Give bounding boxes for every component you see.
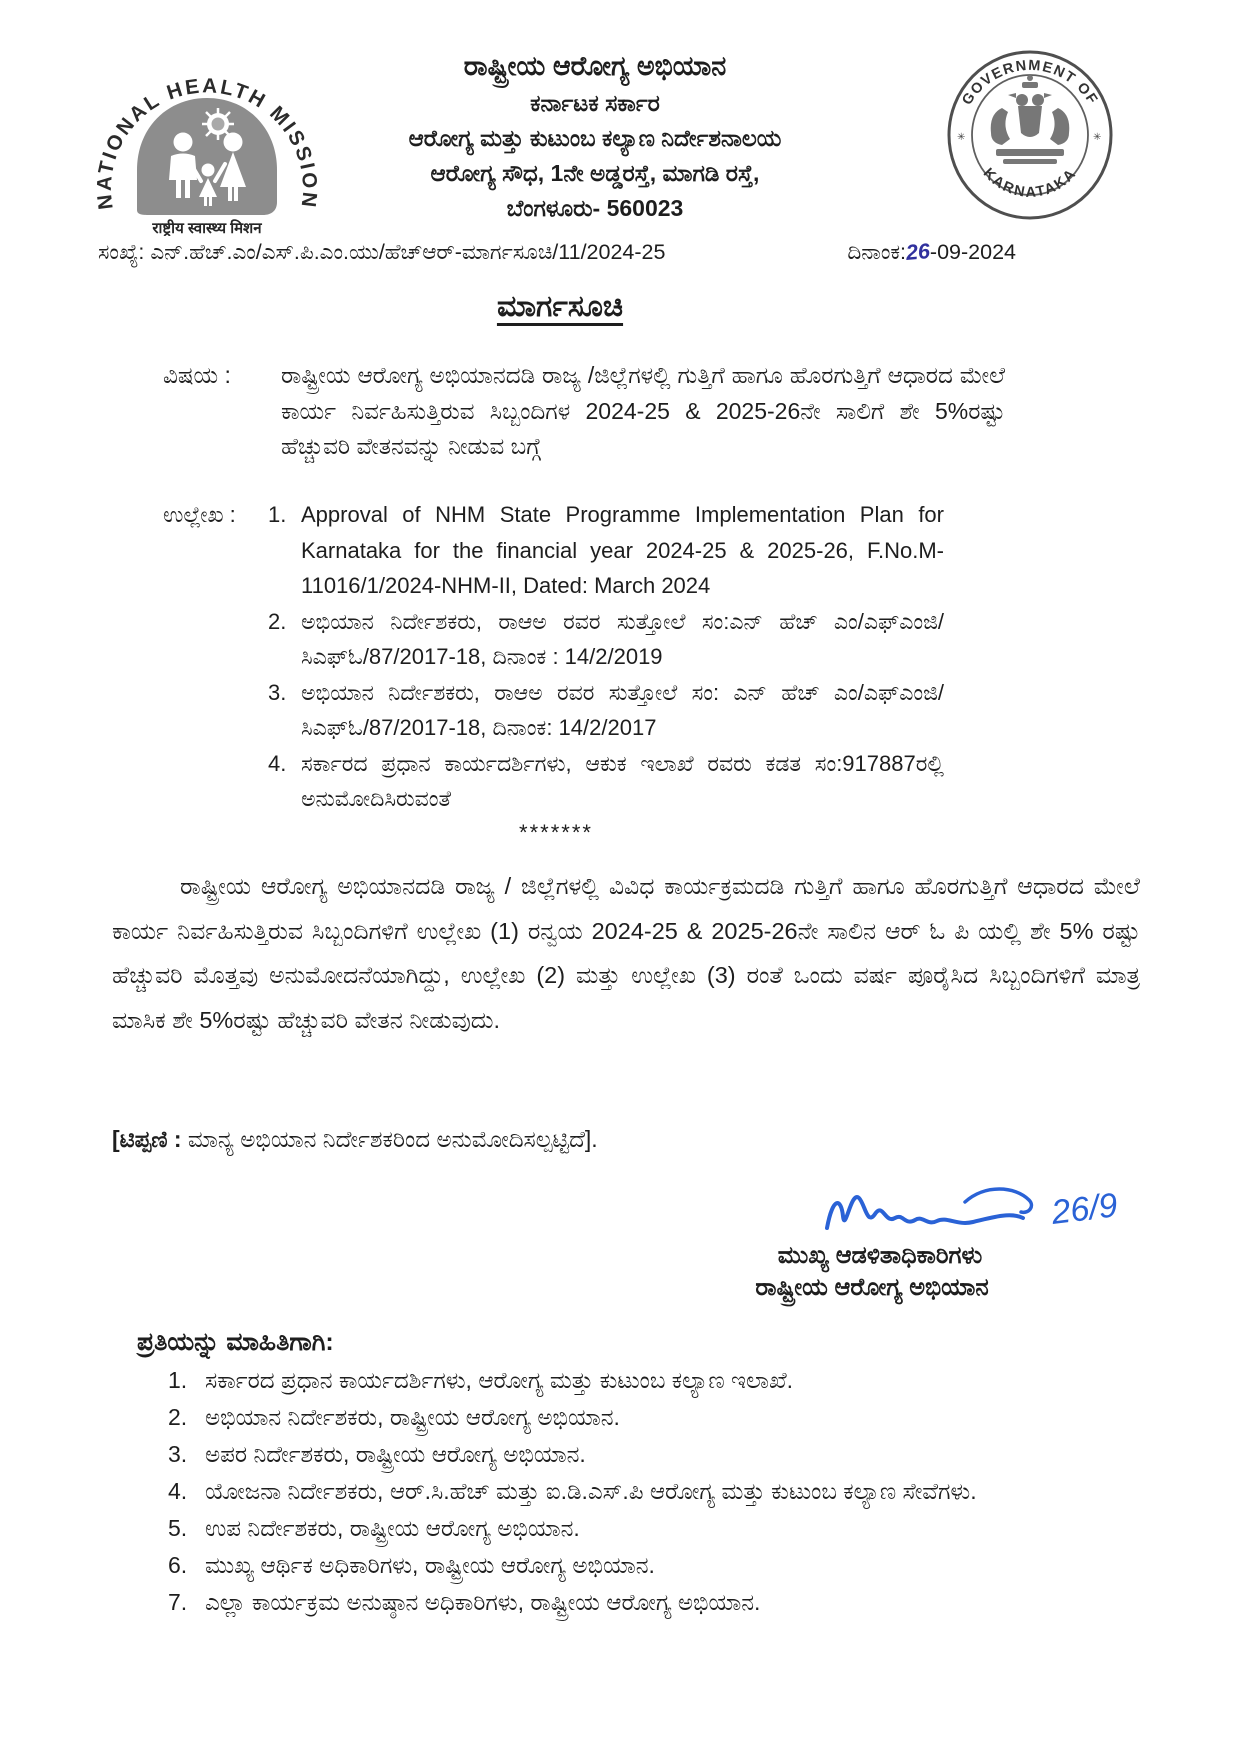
signature-stroke	[827, 1197, 1023, 1228]
reference-item-text: ಸರ್ಕಾರದ ಪ್ರಧಾನ ಕಾರ್ಯದರ್ಶಿಗಳು, ಆಕುಕ ಇಲಾಖೆ ರವರು ಕಡತ ಸಂ:917887ರಲ್ಲಿ ಅನುಮೋದಿಸಿರುವಂತೆ	[301, 750, 944, 811]
nhm-logo	[86, 38, 328, 236]
copy-item-text: ಸರ್ಕಾರದ ಪ್ರಧಾನ ಕಾರ್ಯದರ್ಶಿಗಳು, ಆರೋಗ್ಯ ಮತ್ತು ಕುಟುಂಬ ಕಲ್ಯಾಣ ಇಲಾಖೆ.	[205, 1367, 794, 1393]
copy-item-text: ಎಲ್ಲಾ ಕಾರ್ಯಕ್ರಮ ಅನುಷ್ಠಾನ ಅಧಿಕಾರಿಗಳು, ರಾಷ್ಟ್ರೀಯ ಆರೋಗ್ಯ ಅಭಿಯಾನ.	[205, 1589, 761, 1615]
seal-arc-top-text: GOVERNMENT OF	[959, 57, 1101, 109]
copy-list-item	[168, 1362, 1108, 1399]
reference-item-text: ಅಭಿಯಾನ ನಿರ್ದೇಶಕರು, ರಾಆಅ ರವರ ಸುತ್ತೋಲೆ ಸಂ: ಎನ್ ಹೆಚ್ ಎಂ/ಎಫ್‌ಎಂಜಿ/ಸಿಎಫ್‌ಓ/87/2017-18, ದಿನಾಂಕ: 14/2/2017	[301, 679, 944, 740]
nhm-caption: राष्ट्रीय स्वास्थ्य मिशन	[152, 220, 262, 236]
copy-item-text: ಉಪ ನಿರ್ದೇಶಕರು, ರಾಷ್ಟ್ರೀಯ ಆರೋಗ್ಯ ಅಭಿಯಾನ.	[205, 1515, 580, 1541]
reference-item	[268, 746, 944, 817]
date-label: ದಿನಾಂಕ:	[847, 240, 906, 264]
reference-item-number: 2.	[268, 608, 287, 634]
copy-item-text: ಅಪರ ನಿರ್ದೇಶಕರು, ರಾಷ್ಟ್ರೀಯ ಆರೋಗ್ಯ ಅಭಿಯಾನ.	[205, 1441, 586, 1467]
karnataka-seal	[944, 48, 1116, 222]
copy-list-item	[168, 1510, 1108, 1547]
copy-item-text: ಯೋಜನಾ ನಿರ್ದೇಶಕರು, ಆರ್.ಸಿ.ಹೆಚ್ ಮತ್ತು ಐ.ಡಿ.ಎಸ್.ಪಿ ಆರೋಗ್ಯ ಮತ್ತು ಕುಟುಂಬ ಕಲ್ಯಾಣ ಸೇವೆಗಳು.	[205, 1478, 977, 1504]
org-name: ರಾಷ್ಟ್ರೀಯ ಆರೋಗ್ಯ ಅಭಿಯಾನ	[463, 51, 727, 81]
subject-section	[163, 358, 1005, 465]
signature-flourish	[965, 1189, 1031, 1212]
references-label: ಉಲ್ಲೇಖ :	[163, 502, 236, 527]
document-title-text: ಮಾರ್ಗಸೂಚಿ	[496, 290, 624, 323]
gandaberunda-emblem-icon	[991, 75, 1070, 164]
copy-list-item	[168, 1436, 1108, 1473]
svg-text:KARNATAKA	[980, 165, 1080, 201]
seal-star-right: ✳	[1093, 132, 1102, 143]
reference-line	[98, 240, 1016, 265]
copy-item-number: 1.	[168, 1367, 188, 1393]
signatory-designation: ಮುಖ್ಯ ಆಡಳಿತಾಧಿಕಾರಿಗಳು	[777, 1242, 983, 1269]
signature-date: 26/9	[1049, 1186, 1120, 1232]
seal-arc-bottom-text: KARNATAKA	[979, 165, 1081, 201]
reference-item-text: Approval of NHM State Programme Implementation Plan for Karnataka for the financial year 2024-25 & 2025-26, F.No.M-11016/1/2024-NHM-II, Dated: March 2024	[301, 502, 944, 598]
copy-item-number: 5.	[168, 1515, 188, 1541]
copy-list	[168, 1362, 1108, 1621]
copy-list-heading: ಪ್ರತಿಯನ್ನು ಮಾಹಿತಿಗಾಗಿ:	[137, 1328, 334, 1356]
seal-star-left: ✳	[957, 132, 966, 143]
copy-item-text: ಅಭಿಯಾನ ನಿರ್ದೇಶಕರು, ರಾಷ್ಟ್ರೀಯ ಆರೋಗ್ಯ ಅಭಿಯಾನ.	[205, 1404, 620, 1430]
org-address: ಆರೋಗ್ಯ ಸೌಧ, 1ನೇ ಅಡ್ಡರಸ್ತೆ, ಮಾಗಡಿ ರಸ್ತೆ,	[430, 160, 760, 186]
reference-item	[268, 497, 944, 604]
reference-item-number: 3.	[268, 679, 287, 705]
subject-text: ರಾಷ್ಟ್ರೀಯ ಆರೋಗ್ಯ ಅಭಿಯಾನದಡಿ ರಾಜ್ಯ /ಜಿಲ್ಲೆಗಳಲ್ಲಿ ಗುತ್ತಿಗೆ ಹಾಗೂ ಹೊರಗುತ್ತಿಗೆ ಆಧಾರದ ಮೇಲೆ ಕಾರ್ಯ ನಿರ್ವಹಿಸುತ್ತಿರುವ ಸಿಬ್ಬಂದಿಗಳ 2024-25 & 2025-26ನೇ ಸಾಲಿಗೆ ಶೇ 5%ರಷ್ಟು ಹೆಚ್ಚುವರಿ ವೇತನವನ್ನು ನೀಡುವ ಬಗ್ಗೆ	[281, 362, 1005, 459]
nhm-arc-text: NATIONAL HEALTH MISSION	[92, 74, 322, 211]
org-government: ಕರ್ನಾಟಕ ಸರ್ಕಾರ	[530, 90, 660, 116]
signatory-organization: ರಾಷ್ಟ್ರೀಯ ಆರೋಗ್ಯ ಅಭಿಯಾನ	[755, 1274, 989, 1301]
copy-item-number: 4.	[168, 1478, 188, 1504]
subject-label: ವಿಷಯ :	[163, 362, 231, 388]
handwritten-date-day: 26	[904, 239, 931, 265]
copy-item-number: 6.	[168, 1552, 188, 1578]
reference-item-text: ಅಭಿಯಾನ ನಿರ್ದೇಶಕರು, ರಾಆಅ ರವರ ಸುತ್ತೋಲೆ ಸಂ:ಎನ್ ಹೆಚ್ ಎಂ/ಎಫ್‌ಎಂಜಿ/ಸಿಎಫ್‌ಓ/87/2017-18, ದಿನಾಂಕ : 14/2/2019	[301, 608, 944, 669]
body-paragraph: ರಾಷ್ಟ್ರೀಯ ಆರೋಗ್ಯ ಅಭಿಯಾನದಡಿ ರಾಜ್ಯ / ಜಿಲ್ಲೆಗಳಲ್ಲಿ ವಿವಿಧ ಕಾರ್ಯಕ್ರಮದಡಿ ಗುತ್ತಿಗೆ ಹಾಗೂ ಹೊರಗುತ್ತಿಗೆ ಆಧಾರದ ಮೇಲೆ ಕಾರ್ಯ ನಿರ್ವಹಿಸುತ್ತಿರುವ ಸಿಬ್ಬಂದಿಗಳಿಗೆ ಉಲ್ಲೇಖ (1) ರನ್ವಯ 2024-25 & 2025-26ನೇ ಸಾಲಿನ ಆರ್ ಓ ಪಿ ಯಲ್ಲಿ ಶೇ 5% ರಷ್ಟು ಹೆಚ್ಚುವರಿ ಮೊತ್ತವು ಅನುಮೋದನೆಯಾಗಿದ್ದು, ಉಲ್ಲೇಖ (2) ಮತ್ತು ಉಲ್ಲೇಖ (3) ರಂತೆ ಒಂದು ವರ್ಷ ಪೂರೈಸಿದ ಸಿಬ್ಬಂದಿಗಳಿಗೆ ಮಾತ್ರ ಮಾಸಿಕ ಶೇ 5%ರಷ್ಟು ಹೆಚ್ಚುವರಿ ವೇತನ ನೀಡುವುದು.	[112, 873, 1140, 1033]
date-printed: -09-2024	[929, 240, 1016, 264]
references-list	[268, 497, 944, 817]
date-field	[847, 240, 1016, 265]
copy-item-number: 3.	[168, 1441, 188, 1467]
reference-number: ಸಂಖ್ಯೆ: ಎನ್.ಹೆಚ್.ಎಂ/ಎಸ್.ಪಿ.ಎಂ.ಯು/ಹೆಚ್‌ಆರ್-ಮಾರ್ಗಸೂಚಿ/11/2024-25	[98, 240, 666, 264]
copy-item-text: ಮುಖ್ಯ ಆರ್ಥಿಕ ಅಧಿಕಾರಿಗಳು, ರಾಷ್ಟ್ರೀಯ ಆರೋಗ್ಯ ಅಭಿಯಾನ.	[205, 1552, 655, 1578]
references-section	[163, 497, 953, 817]
copy-list-item	[168, 1547, 1108, 1584]
note-label: [ಟಿಪ್ಪಣಿ :	[112, 1126, 182, 1152]
copy-list-item	[168, 1584, 1108, 1621]
copy-item-number: 2.	[168, 1404, 188, 1430]
reference-item-number: 4.	[268, 750, 287, 776]
copy-list-item	[168, 1399, 1108, 1436]
reference-item-number: 1.	[268, 502, 287, 527]
note-line	[112, 1126, 1112, 1153]
document-title	[0, 290, 1120, 324]
reference-item	[268, 604, 944, 675]
note-text: ಮಾನ್ಯ ಅಭಿಯಾನ ನಿರ್ದೇಶಕರಿಂದ ಅನುಮೋದಿಸಲ್ಪಟ್ಟಿದೆ].	[181, 1126, 598, 1152]
org-city-pin: ಬೆಂಗಳೂರು- 560023	[506, 195, 684, 221]
copy-list-item	[168, 1473, 1108, 1510]
org-directorate: ಆರೋಗ್ಯ ಮತ್ತು ಕುಟುಂಬ ಕಲ್ಯಾಣ ನಿರ್ದೇಶನಾಲಯ	[408, 125, 782, 151]
letterhead	[335, 46, 855, 226]
copy-item-number: 7.	[168, 1589, 188, 1615]
asterisk-separator: *******	[519, 820, 593, 845]
reference-item	[268, 675, 944, 746]
